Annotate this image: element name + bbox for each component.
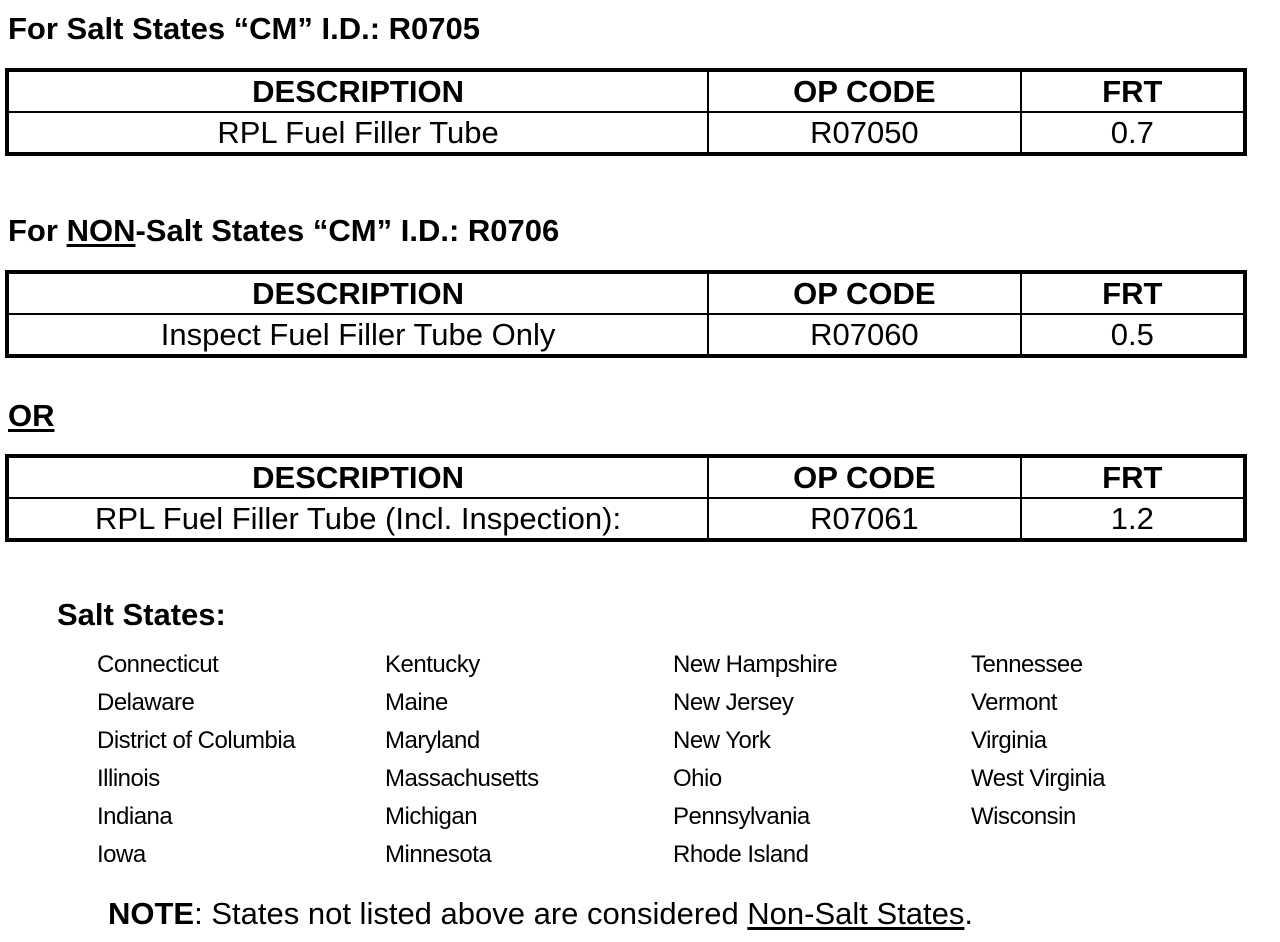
table-header-row: [7, 70, 1245, 112]
list-item: Minnesota: [385, 841, 492, 868]
heading-suffix: -Salt States “CM” I.D.: R0706: [135, 213, 560, 248]
table-row: [7, 498, 1245, 540]
list-item: Indiana: [97, 803, 173, 830]
list-item: Maine: [385, 689, 448, 716]
list-item: Maryland: [385, 727, 480, 754]
list-item: Pennsylvania: [673, 803, 810, 830]
salt-states-table: [5, 68, 1247, 156]
op-code-header: OP CODE: [708, 70, 1021, 112]
frt-cell: 0.7: [1021, 112, 1245, 154]
list-item: Wisconsin: [971, 803, 1076, 830]
list-item: Rhode Island: [673, 841, 809, 868]
salt-states-heading: For Salt States “CM” I.D.: R0705: [8, 11, 481, 46]
op-code-header: OP CODE: [708, 272, 1021, 314]
list-item: Michigan: [385, 803, 478, 830]
op-code-cell: R07050: [708, 112, 1021, 154]
list-item: New York: [673, 727, 771, 754]
frt-header: FRT: [1021, 456, 1245, 498]
description-cell: RPL Fuel Filler Tube: [7, 112, 708, 154]
salt-states-column-2: [385, 649, 539, 877]
list-item: New Hampshire: [673, 651, 838, 678]
description-header: DESCRIPTION: [7, 456, 708, 498]
salt-states-column-4: [971, 649, 1105, 839]
heading-non-underlined: NON: [66, 213, 136, 248]
frt-cell: 1.2: [1021, 498, 1245, 540]
salt-states-column-1: [97, 649, 295, 877]
table-row: [7, 314, 1245, 356]
salt-states-title: Salt States:: [57, 597, 226, 632]
frt-header: FRT: [1021, 70, 1245, 112]
description-cell: RPL Fuel Filler Tube (Incl. Inspection):: [7, 498, 708, 540]
or-label: OR: [8, 398, 55, 433]
table-row: [7, 112, 1245, 154]
frt-cell: 0.5: [1021, 314, 1245, 356]
non-salt-states-heading: [8, 213, 559, 249]
note-end: .: [964, 896, 974, 931]
list-item: Iowa: [97, 841, 146, 868]
list-item: District of Columbia: [97, 727, 296, 754]
list-item: Ohio: [673, 765, 722, 792]
description-header: DESCRIPTION: [7, 70, 708, 112]
list-item: Delaware: [97, 689, 195, 716]
list-item: Vermont: [971, 689, 1057, 716]
list-item: Virginia: [971, 727, 1047, 754]
table-header-row: [7, 272, 1245, 314]
note-label: NOTE: [108, 896, 195, 931]
frt-header: FRT: [1021, 272, 1245, 314]
replacement-incl-inspection-table: [5, 454, 1247, 542]
op-code-cell: R07060: [708, 314, 1021, 356]
op-code-cell: R07061: [708, 498, 1021, 540]
list-item: Illinois: [97, 765, 160, 792]
list-item: Connecticut: [97, 651, 219, 678]
op-code-header: OP CODE: [708, 456, 1021, 498]
description-header: DESCRIPTION: [7, 272, 708, 314]
note: [108, 896, 973, 932]
note-non-salt-states: Non-Salt States: [747, 896, 965, 931]
description-cell: Inspect Fuel Filler Tube Only: [7, 314, 708, 356]
list-item: New Jersey: [673, 689, 794, 716]
table-header-row: [7, 456, 1245, 498]
non-salt-states-table: [5, 270, 1247, 358]
list-item: Tennessee: [971, 651, 1083, 678]
note-text: : States not listed above are considered: [194, 896, 748, 931]
list-item: Massachusetts: [385, 765, 539, 792]
heading-prefix: For: [8, 213, 67, 248]
list-item: West Virginia: [971, 765, 1106, 792]
list-item: Kentucky: [385, 651, 480, 678]
salt-states-column-3: [673, 649, 837, 877]
